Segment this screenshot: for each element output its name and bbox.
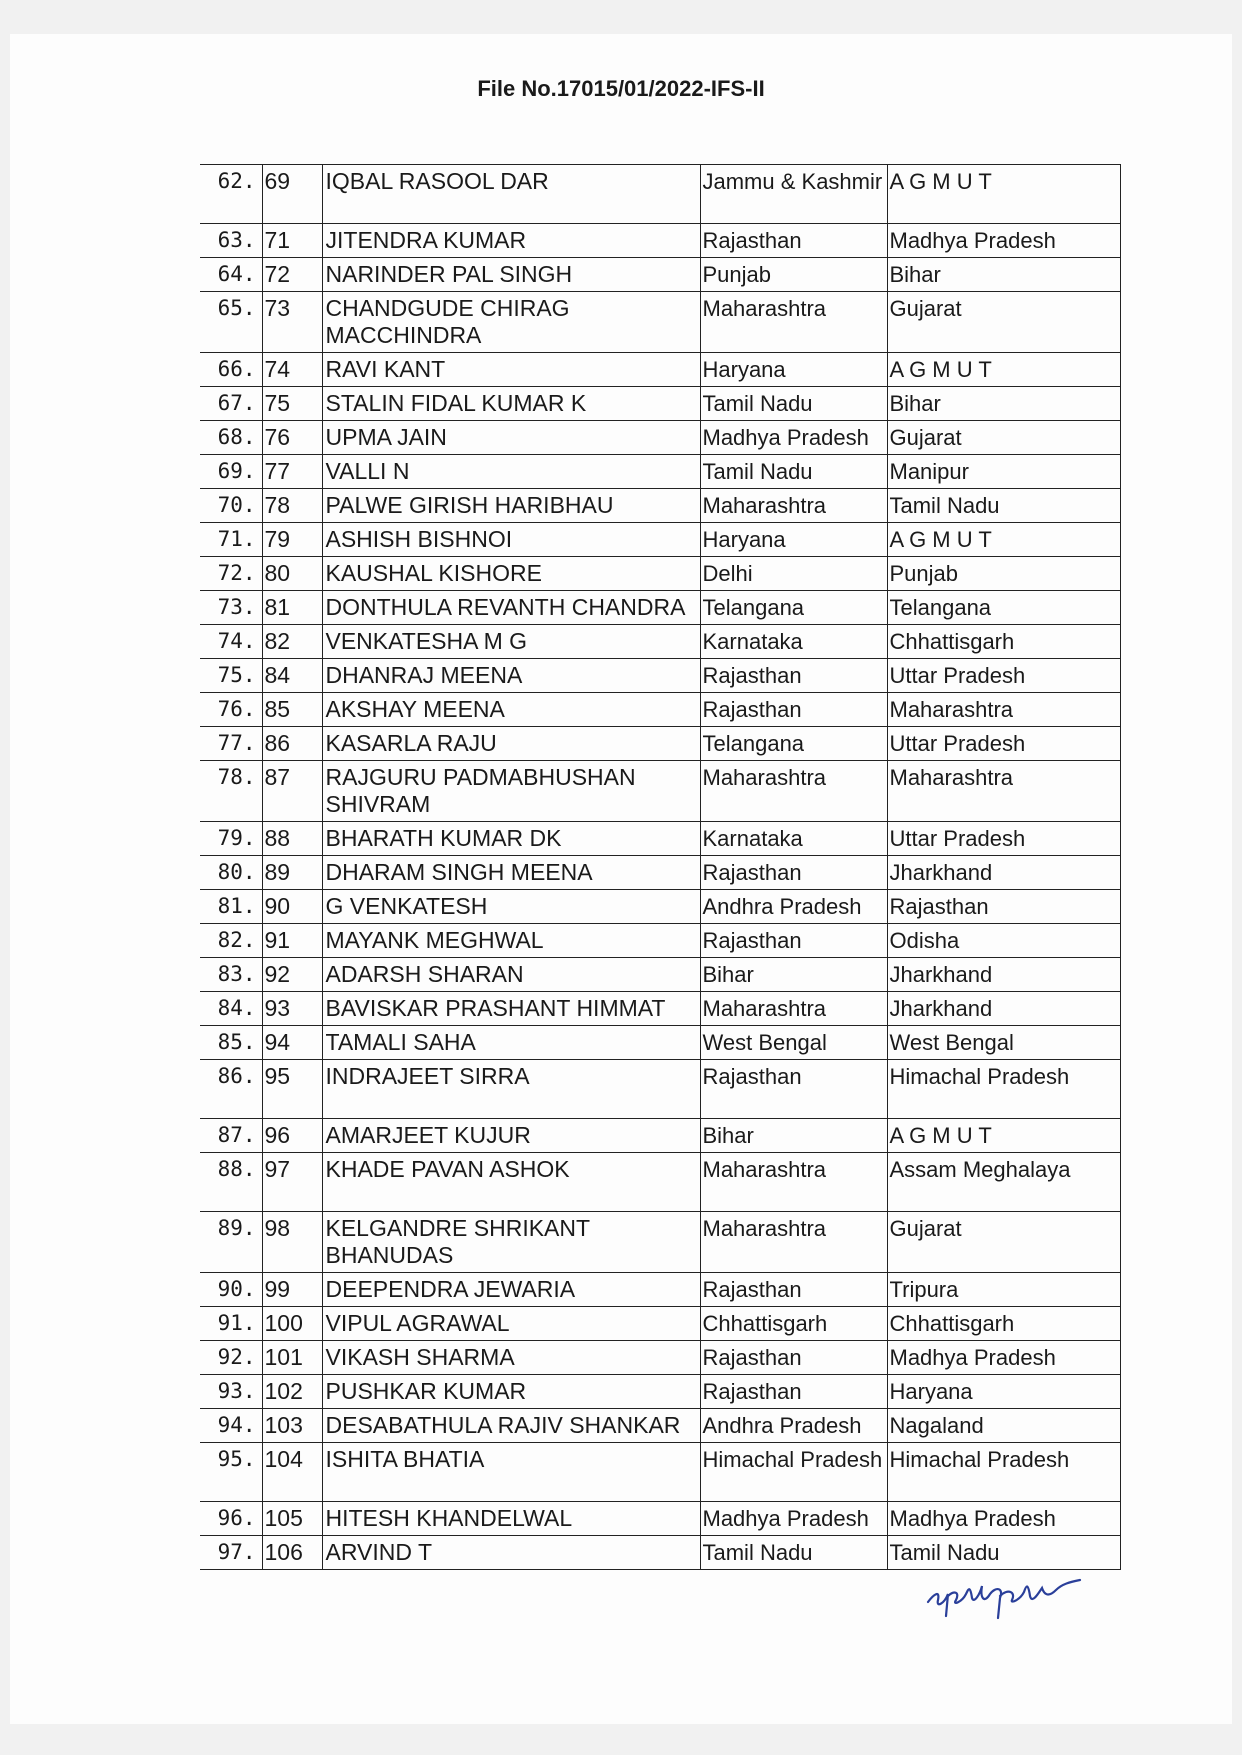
roll-number-cell: 86 [262, 727, 322, 761]
roll-number-cell: 106 [262, 1536, 322, 1570]
officer-name-cell: CHANDGUDE CHIRAG MACCHINDRA [322, 292, 700, 353]
officer-name-cell: DEEPENDRA JEWARIA [322, 1273, 700, 1307]
home-state-cell: Telangana [700, 727, 887, 761]
file-number-header: File No.17015/01/2022-IFS-II [477, 76, 765, 101]
home-state-cell: Rajasthan [700, 1273, 887, 1307]
allocated-cadre-cell: Madhya Pradesh [887, 224, 1120, 258]
serial-number-cell: 77. [200, 727, 262, 761]
roll-number-cell: 103 [262, 1409, 322, 1443]
officer-name-cell: VIPUL AGRAWAL [322, 1307, 700, 1341]
home-state-cell: Rajasthan [700, 224, 887, 258]
roll-number-cell: 81 [262, 591, 322, 625]
officer-name-cell: AKSHAY MEENA [322, 693, 700, 727]
officer-name-cell: UPMA JAIN [322, 421, 700, 455]
allocated-cadre-cell: Manipur [887, 455, 1120, 489]
roll-number-cell: 98 [262, 1212, 322, 1273]
table-row [200, 992, 1120, 1026]
table-row [200, 387, 1120, 421]
home-state-cell: Karnataka [700, 625, 887, 659]
home-state-cell: Maharashtra [700, 1212, 887, 1273]
home-state-cell: Haryana [700, 353, 887, 387]
home-state-cell: Madhya Pradesh [700, 1502, 887, 1536]
officer-name-cell: AMARJEET KUJUR [322, 1119, 700, 1153]
officer-name-cell: G VENKATESH [322, 890, 700, 924]
home-state-cell: Rajasthan [700, 693, 887, 727]
serial-number-cell: 69. [200, 455, 262, 489]
serial-number-cell: 78. [200, 761, 262, 822]
serial-number-cell: 63. [200, 224, 262, 258]
allocated-cadre-cell: Jharkhand [887, 958, 1120, 992]
home-state-cell: Maharashtra [700, 489, 887, 523]
table-row [200, 693, 1120, 727]
allocated-cadre-cell: Jharkhand [887, 856, 1120, 890]
table-row [200, 1212, 1120, 1273]
allocated-cadre-cell: A G M U T [887, 353, 1120, 387]
roll-number-cell: 87 [262, 761, 322, 822]
allocated-cadre-cell: Uttar Pradesh [887, 727, 1120, 761]
roll-number-cell: 92 [262, 958, 322, 992]
officer-name-cell: VENKATESHA M G [322, 625, 700, 659]
officer-name-cell: RAVI KANT [322, 353, 700, 387]
roll-number-cell: 97 [262, 1153, 322, 1212]
allocated-cadre-cell: Chhattisgarh [887, 625, 1120, 659]
home-state-cell: Andhra Pradesh [700, 890, 887, 924]
allocated-cadre-cell: Punjab [887, 557, 1120, 591]
officer-name-cell: TAMALI SAHA [322, 1026, 700, 1060]
officer-name-cell: HITESH KHANDELWAL [322, 1502, 700, 1536]
serial-number-cell: 97. [200, 1536, 262, 1570]
allocated-cadre-cell: Chhattisgarh [887, 1307, 1120, 1341]
serial-number-cell: 85. [200, 1026, 262, 1060]
allocated-cadre-cell: Madhya Pradesh [887, 1502, 1120, 1536]
roll-number-cell: 84 [262, 659, 322, 693]
home-state-cell: Rajasthan [700, 1060, 887, 1119]
serial-number-cell: 86. [200, 1060, 262, 1119]
home-state-cell: Maharashtra [700, 992, 887, 1026]
officer-name-cell: VIKASH SHARMA [322, 1341, 700, 1375]
serial-number-cell: 64. [200, 258, 262, 292]
serial-number-cell: 65. [200, 292, 262, 353]
serial-number-cell: 83. [200, 958, 262, 992]
serial-number-cell: 92. [200, 1341, 262, 1375]
table-row [200, 591, 1120, 625]
officer-name-cell: DONTHULA REVANTH CHANDRA [322, 591, 700, 625]
table-row [200, 1409, 1120, 1443]
table-row [200, 1060, 1120, 1119]
roll-number-cell: 71 [262, 224, 322, 258]
allocated-cadre-cell: Himachal Pradesh [887, 1060, 1120, 1119]
allocated-cadre-cell: Bihar [887, 387, 1120, 421]
home-state-cell: Maharashtra [700, 292, 887, 353]
home-state-cell: West Bengal [700, 1026, 887, 1060]
serial-number-cell: 70. [200, 489, 262, 523]
table-row [200, 292, 1120, 353]
officer-name-cell: KASARLA RAJU [322, 727, 700, 761]
home-state-cell: Tamil Nadu [700, 387, 887, 421]
serial-number-cell: 67. [200, 387, 262, 421]
roll-number-cell: 100 [262, 1307, 322, 1341]
officer-name-cell: JITENDRA KUMAR [322, 224, 700, 258]
serial-number-cell: 62. [200, 165, 262, 224]
roll-number-cell: 88 [262, 822, 322, 856]
serial-number-cell: 88. [200, 1153, 262, 1212]
allocated-cadre-cell: Madhya Pradesh [887, 1341, 1120, 1375]
officer-name-cell: DHARAM SINGH MEENA [322, 856, 700, 890]
officer-name-cell: IQBAL RASOOL DAR [322, 165, 700, 224]
officer-name-cell: PUSHKAR KUMAR [322, 1375, 700, 1409]
allocated-cadre-cell: Odisha [887, 924, 1120, 958]
allocated-cadre-cell: West Bengal [887, 1026, 1120, 1060]
roll-number-cell: 74 [262, 353, 322, 387]
home-state-cell: Madhya Pradesh [700, 421, 887, 455]
officer-name-cell: ADARSH SHARAN [322, 958, 700, 992]
allocated-cadre-cell: Maharashtra [887, 693, 1120, 727]
serial-number-cell: 80. [200, 856, 262, 890]
table-row [200, 822, 1120, 856]
roll-number-cell: 69 [262, 165, 322, 224]
table-row [200, 353, 1120, 387]
serial-number-cell: 74. [200, 625, 262, 659]
roll-number-cell: 89 [262, 856, 322, 890]
home-state-cell: Chhattisgarh [700, 1307, 887, 1341]
home-state-cell: Haryana [700, 523, 887, 557]
roll-number-cell: 77 [262, 455, 322, 489]
serial-number-cell: 96. [200, 1502, 262, 1536]
allocated-cadre-cell: Uttar Pradesh [887, 822, 1120, 856]
allocated-cadre-cell: A G M U T [887, 165, 1120, 224]
home-state-cell: Rajasthan [700, 1341, 887, 1375]
allocated-cadre-cell: Gujarat [887, 292, 1120, 353]
serial-number-cell: 89. [200, 1212, 262, 1273]
roll-number-cell: 79 [262, 523, 322, 557]
roll-number-cell: 72 [262, 258, 322, 292]
allocation-table-body [200, 165, 1120, 1570]
home-state-cell: Rajasthan [700, 659, 887, 693]
roll-number-cell: 76 [262, 421, 322, 455]
table-row [200, 761, 1120, 822]
home-state-cell: Andhra Pradesh [700, 1409, 887, 1443]
serial-number-cell: 87. [200, 1119, 262, 1153]
officer-name-cell: ASHISH BISHNOI [322, 523, 700, 557]
serial-number-cell: 94. [200, 1409, 262, 1443]
home-state-cell: Rajasthan [700, 1375, 887, 1409]
allocated-cadre-cell: Telangana [887, 591, 1120, 625]
officer-name-cell: KELGANDRE SHRIKANT BHANUDAS [322, 1212, 700, 1273]
roll-number-cell: 104 [262, 1443, 322, 1502]
home-state-cell: Maharashtra [700, 761, 887, 822]
roll-number-cell: 95 [262, 1060, 322, 1119]
roll-number-cell: 102 [262, 1375, 322, 1409]
officer-name-cell: VALLI N [322, 455, 700, 489]
roll-number-cell: 99 [262, 1273, 322, 1307]
serial-number-cell: 66. [200, 353, 262, 387]
allocated-cadre-cell: Haryana [887, 1375, 1120, 1409]
officer-name-cell: MAYANK MEGHWAL [322, 924, 700, 958]
table-row [200, 1026, 1120, 1060]
table-row [200, 165, 1120, 224]
home-state-cell: Delhi [700, 557, 887, 591]
serial-number-cell: 81. [200, 890, 262, 924]
officer-name-cell: DESABATHULA RAJIV SHANKAR [322, 1409, 700, 1443]
allocated-cadre-cell: Assam Meghalaya [887, 1153, 1120, 1212]
officer-name-cell: RAJGURU PADMABHUSHAN SHIVRAM [322, 761, 700, 822]
table-row [200, 958, 1120, 992]
roll-number-cell: 91 [262, 924, 322, 958]
home-state-cell: Bihar [700, 958, 887, 992]
table-row [200, 1341, 1120, 1375]
roll-number-cell: 82 [262, 625, 322, 659]
roll-number-cell: 90 [262, 890, 322, 924]
serial-number-cell: 93. [200, 1375, 262, 1409]
home-state-cell: Himachal Pradesh [700, 1443, 887, 1502]
table-row [200, 1443, 1120, 1502]
allocated-cadre-cell: A G M U T [887, 523, 1120, 557]
roll-number-cell: 94 [262, 1026, 322, 1060]
allocated-cadre-cell: Himachal Pradesh [887, 1443, 1120, 1502]
table-row [200, 523, 1120, 557]
allocated-cadre-cell: Gujarat [887, 1212, 1120, 1273]
officer-name-cell: PALWE GIRISH HARIBHAU [322, 489, 700, 523]
roll-number-cell: 78 [262, 489, 322, 523]
officer-name-cell: ISHITA BHATIA [322, 1443, 700, 1502]
serial-number-cell: 75. [200, 659, 262, 693]
table-row [200, 224, 1120, 258]
home-state-cell: Rajasthan [700, 856, 887, 890]
officer-name-cell: DHANRAJ MEENA [322, 659, 700, 693]
allocated-cadre-cell: Tamil Nadu [887, 1536, 1120, 1570]
serial-number-cell: 72. [200, 557, 262, 591]
officer-name-cell: STALIN FIDAL KUMAR K [322, 387, 700, 421]
officer-name-cell: INDRAJEET SIRRA [322, 1060, 700, 1119]
signature-icon [920, 1564, 1100, 1624]
serial-number-cell: 79. [200, 822, 262, 856]
table-row [200, 557, 1120, 591]
serial-number-cell: 90. [200, 1273, 262, 1307]
roll-number-cell: 80 [262, 557, 322, 591]
serial-number-cell: 68. [200, 421, 262, 455]
table-row [200, 890, 1120, 924]
table-row [200, 1375, 1120, 1409]
serial-number-cell: 84. [200, 992, 262, 1026]
officer-name-cell: KHADE PAVAN ASHOK [322, 1153, 700, 1212]
allocated-cadre-cell: Uttar Pradesh [887, 659, 1120, 693]
home-state-cell: Telangana [700, 591, 887, 625]
home-state-cell: Punjab [700, 258, 887, 292]
home-state-cell: Tamil Nadu [700, 1536, 887, 1570]
serial-number-cell: 91. [200, 1307, 262, 1341]
home-state-cell: Jammu & Kashmir [700, 165, 887, 224]
table-row [200, 659, 1120, 693]
roll-number-cell: 101 [262, 1341, 322, 1375]
table-row [200, 1273, 1120, 1307]
allocated-cadre-cell: Tamil Nadu [887, 489, 1120, 523]
allocation-table [200, 164, 1121, 1570]
roll-number-cell: 73 [262, 292, 322, 353]
table-row [200, 625, 1120, 659]
allocated-cadre-cell: Jharkhand [887, 992, 1120, 1026]
document-page [10, 34, 1232, 1724]
officer-name-cell: NARINDER PAL SINGH [322, 258, 700, 292]
roll-number-cell: 96 [262, 1119, 322, 1153]
home-state-cell: Karnataka [700, 822, 887, 856]
table-row [200, 1502, 1120, 1536]
roll-number-cell: 105 [262, 1502, 322, 1536]
allocated-cadre-cell: Gujarat [887, 421, 1120, 455]
allocated-cadre-cell: A G M U T [887, 1119, 1120, 1153]
allocated-cadre-cell: Tripura [887, 1273, 1120, 1307]
serial-number-cell: 71. [200, 523, 262, 557]
officer-name-cell: BAVISKAR PRASHANT HIMMAT [322, 992, 700, 1026]
table-row [200, 856, 1120, 890]
allocated-cadre-cell: Nagaland [887, 1409, 1120, 1443]
home-state-cell: Tamil Nadu [700, 455, 887, 489]
allocated-cadre-cell: Maharashtra [887, 761, 1120, 822]
officer-name-cell: ARVIND T [322, 1536, 700, 1570]
table-row [200, 258, 1120, 292]
serial-number-cell: 73. [200, 591, 262, 625]
allocated-cadre-cell: Bihar [887, 258, 1120, 292]
roll-number-cell: 93 [262, 992, 322, 1026]
home-state-cell: Bihar [700, 1119, 887, 1153]
table-row [200, 1119, 1120, 1153]
table-row [200, 489, 1120, 523]
roll-number-cell: 85 [262, 693, 322, 727]
home-state-cell: Rajasthan [700, 924, 887, 958]
home-state-cell: Maharashtra [700, 1153, 887, 1212]
roll-number-cell: 75 [262, 387, 322, 421]
serial-number-cell: 82. [200, 924, 262, 958]
serial-number-cell: 95. [200, 1443, 262, 1502]
table-row [200, 924, 1120, 958]
table-row [200, 1307, 1120, 1341]
serial-number-cell: 76. [200, 693, 262, 727]
officer-name-cell: BHARATH KUMAR DK [322, 822, 700, 856]
allocated-cadre-cell: Rajasthan [887, 890, 1120, 924]
table-row [200, 455, 1120, 489]
table-row [200, 421, 1120, 455]
table-row [200, 1153, 1120, 1212]
table-row [200, 727, 1120, 761]
officer-name-cell: KAUSHAL KISHORE [322, 557, 700, 591]
